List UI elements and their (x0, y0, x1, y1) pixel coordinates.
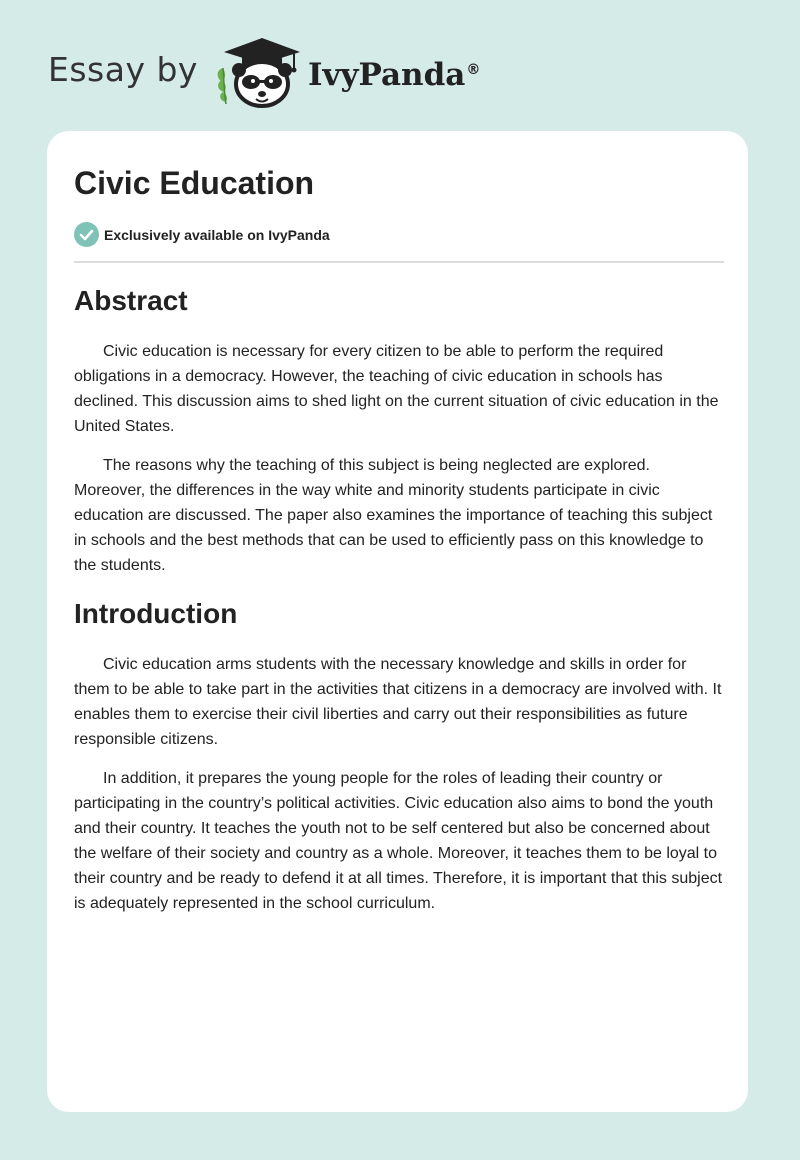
section-heading: Abstract (74, 285, 188, 316)
badge-label: Exclusively available on IvyPanda (104, 226, 330, 243)
paragraph: In addition, it prepares the young people for the roles of leading their country or participating in the country’s political activities. Civic education also aims to bond the youth and their country. It teaches the youth not to be self centered but also be concerned about the welfare of their society and country as a whole. Moreover, it teaches them to be loyal to their country and be ready to defend it at all times. Therefore, it is important that this subject is adequately represented in the school curriculum. (74, 770, 723, 912)
paragraph: Civic education arms students with the necessary knowledge and skills in order for them to be able to take part in the activities that citizens in a democracy are involved with. It enables them to exercise their civil liberties and carry out their responsibilities as future responsible citizens. (74, 656, 722, 748)
brand-name: IvyPanda® (307, 57, 481, 93)
brand-header[interactable] (48, 34, 480, 110)
divider (74, 261, 724, 263)
abstract-section (74, 283, 724, 578)
section-heading: Introduction (74, 598, 238, 629)
exclusive-badge (74, 222, 330, 247)
check-circle-icon (74, 222, 99, 247)
brand-prefix: Essay by (48, 49, 198, 89)
paragraph: The reasons why the teaching of this subject is being neglected are explored. Moreover, the differences in the way white and minority students participate in civic education are discussed. The paper also examines the importance of teaching this subject in schools and the best methods that can be used to efficiently pass on this knowledge to the students. (74, 457, 713, 574)
essay-content (74, 283, 724, 930)
introduction-section (74, 596, 724, 916)
registered-mark: ® (466, 61, 481, 78)
essay-title: Civic Education (74, 165, 315, 201)
essay-card (47, 131, 748, 1112)
panda-logo-icon (212, 34, 304, 110)
paragraph: Civic education is necessary for every citizen to be able to perform the required obligations in a democracy. However, the teaching of civic education in schools has declined. This discussion aims to shed light on the current situation of civic education in the United States. (74, 343, 719, 435)
